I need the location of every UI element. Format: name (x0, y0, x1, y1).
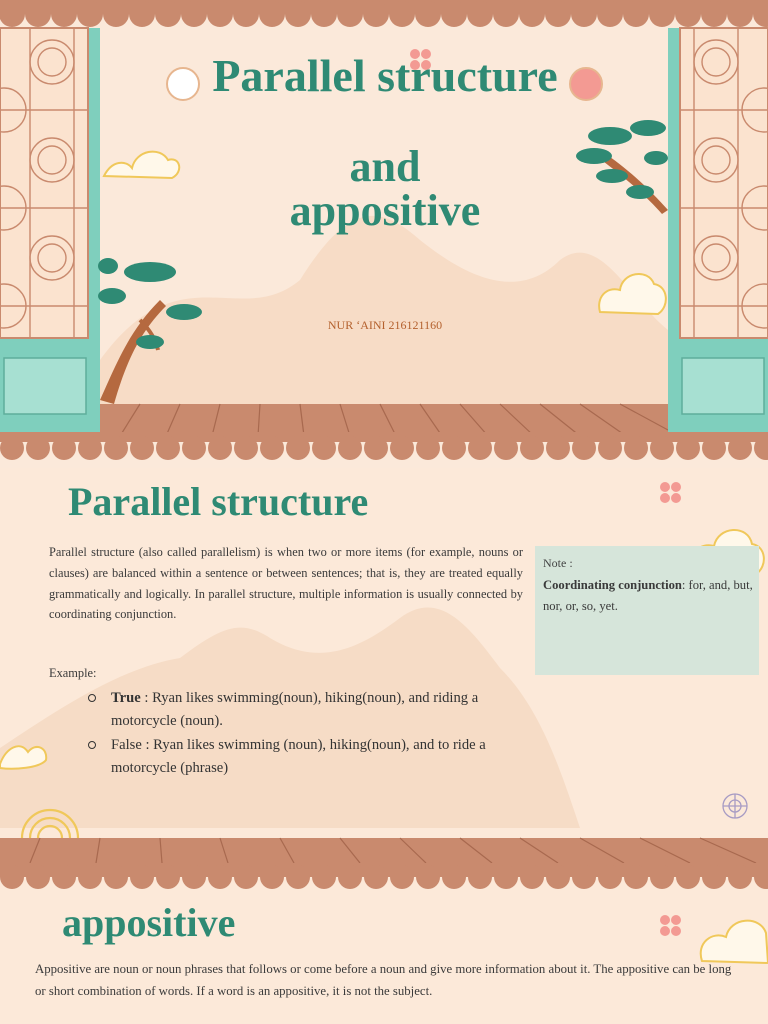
bullet-circle-icon (88, 741, 96, 749)
title-slide (0, 0, 768, 468)
note-text: : for, and, but, nor, or, so, yet. (543, 578, 753, 613)
separator: : (141, 737, 154, 753)
wood-floor (0, 838, 768, 863)
true-example-text: Ryan likes swimming(noun), hiking(noun), and riding a motorcycle (noun). (111, 690, 479, 729)
false-label: False (111, 737, 142, 753)
right-door (668, 28, 768, 432)
appositive-definition: Appositive are noun or noun phrases that follows or come before a noun and give more information about it. The appositive can be long or short combination of words. If a word is an appositive, it is not the subject. (35, 962, 732, 998)
lattice-emblem-icon (723, 794, 747, 818)
left-door (0, 28, 100, 432)
list-item (88, 687, 528, 733)
author-name: NUR ‘AINI 216121160 (327, 318, 443, 332)
separator: : (140, 690, 153, 706)
parallel-definition: Parallel structure (also called parallelism) is when two or more items (for example, nouns or clauses) are balanced within a sentence or between sentences; that is, they are treated equally grammatically and logically. In parallel structure, multiple information is usually connected by coordinating conjunction. (49, 545, 523, 622)
section-heading-appositive: appositive (62, 900, 236, 945)
roof-scallops-top (0, 1, 768, 27)
note-label: Note : (543, 556, 573, 570)
cloud-right-icon (701, 921, 768, 963)
title-line-1: Parallel structure (212, 50, 558, 101)
list-item (88, 734, 528, 780)
flower-icon (660, 482, 681, 503)
note-content (543, 575, 755, 617)
example-label: Example: (49, 666, 97, 680)
section-heading-parallel: Parallel structure (68, 479, 369, 524)
title-line-3: appositive (289, 186, 481, 235)
note-box (535, 546, 759, 675)
flower-icon (660, 915, 681, 936)
appositive-slide (0, 863, 768, 1024)
note-term: Coordinating conjunction (543, 578, 682, 592)
title-line-2: and (349, 142, 421, 191)
true-label: True (111, 690, 141, 706)
bullet-circle-icon (88, 694, 96, 702)
wood-floor (100, 404, 668, 436)
example-list (88, 687, 528, 781)
false-example-text: Ryan likes swimming (noun), hiking(noun), and to ride a motorcycle (phrase) (111, 737, 486, 776)
parallel-structure-slide (0, 468, 768, 863)
